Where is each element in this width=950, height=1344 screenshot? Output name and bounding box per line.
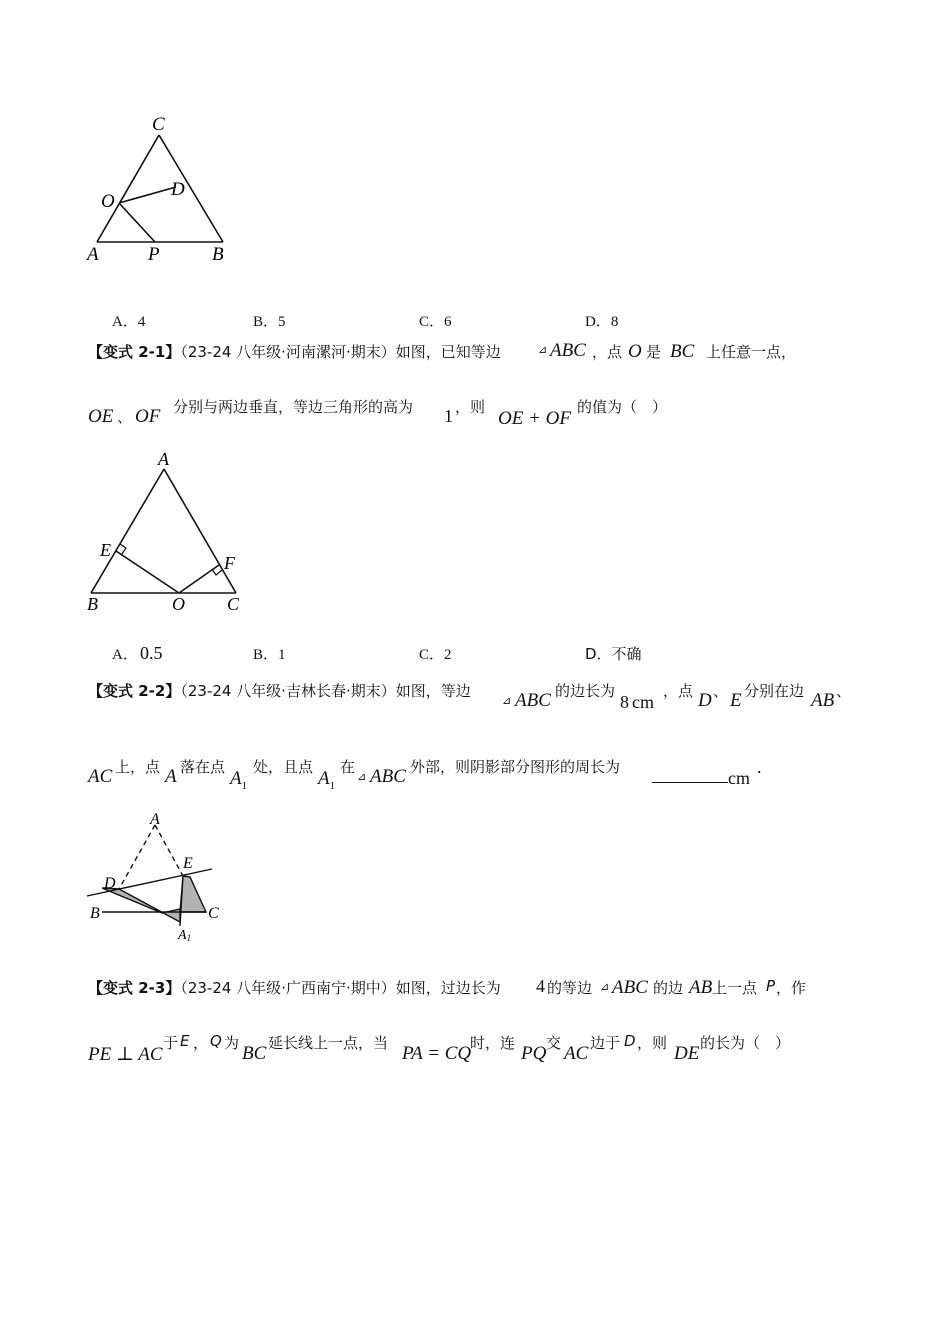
segment-oe (116, 551, 179, 593)
q23-text: 边于 (590, 1034, 621, 1052)
label-c: C (208, 905, 219, 922)
right-angle-f (212, 569, 222, 575)
answer-blank[interactable] (652, 771, 728, 790)
q21-source: （23-24 八年级·河南漯河·期末） (180, 343, 396, 361)
q21-of: OF (135, 406, 161, 427)
label-a: A (87, 244, 99, 265)
q23-text: 如图，过边长为 (395, 979, 501, 997)
label-b: B (87, 594, 98, 614)
label-o: O (101, 191, 115, 212)
q22-a: A (165, 766, 177, 787)
side-ac (164, 469, 236, 593)
dashed-ae (155, 825, 183, 876)
label-d: D (104, 875, 116, 892)
q23-p: P (766, 977, 776, 995)
q22-text: 、 (713, 682, 729, 700)
q23-ac: AC (564, 1043, 589, 1064)
q22-unit: cm (632, 692, 654, 712)
label-o: O (172, 594, 185, 614)
label-a: A (150, 811, 160, 828)
figure-3-folded-triangle (82, 808, 222, 943)
q22-a1-letter: A (318, 768, 330, 789)
q22-line1 (88, 680, 471, 701)
right-angle-e (120, 544, 126, 554)
q22-text: 上，点 (115, 758, 161, 776)
figure-2-triangle (82, 448, 252, 618)
q21-text: 分别与两边垂直，等边三角形的高为 (173, 398, 414, 416)
label-f: F (224, 553, 235, 573)
q21-oe-plus-of: OE + OF (498, 408, 571, 429)
label-p: P (148, 244, 160, 265)
q22-text: ，点 (663, 682, 694, 700)
q23-tag: 【变式 2-3】 (88, 979, 181, 997)
q21-abc: ABC (550, 340, 586, 361)
q22-e: E (730, 690, 742, 711)
label-d: D (171, 179, 185, 200)
q22-tri-symbol: ⊿ (502, 694, 512, 707)
q21-o: O (628, 341, 642, 362)
q21-text: 的值为（ ） (577, 398, 668, 416)
q23-q: Q (210, 1032, 222, 1050)
q21-tri-symbol: ⊿ (538, 343, 548, 356)
label-b: B (90, 905, 100, 922)
q23-d: D (624, 1032, 636, 1050)
q21-oe: OE (88, 406, 114, 427)
q22-abc: ABC (515, 690, 551, 711)
dashed-ad (119, 825, 155, 889)
q22-text: 如图，等边 (395, 682, 471, 700)
q21-one: 1 (444, 406, 453, 426)
q23-text: ，作 (776, 979, 807, 997)
q21-line1 (88, 341, 501, 362)
figure-1-triangle (82, 110, 242, 270)
q22-text: . (757, 757, 762, 777)
q23-text: 延长线上一点，当 (268, 1034, 389, 1052)
q1-option-c[interactable]: C．6 (419, 314, 452, 330)
q23-text: ，则 (637, 1034, 668, 1052)
q21-tag: 【变式 2-1】 (88, 343, 181, 361)
segment-of (179, 565, 219, 593)
q23-text: 为 (224, 1034, 240, 1052)
q1-option-a[interactable]: A．4 (112, 314, 146, 330)
q23-abc: ABC (612, 977, 648, 998)
q22-a1 (230, 768, 247, 792)
shaded-region-left (102, 888, 180, 922)
q23-text: 的长为（ ） (700, 1034, 791, 1052)
side-ab (91, 469, 164, 593)
q21-text: 上任意一点， (706, 343, 797, 361)
label-c: C (227, 594, 240, 614)
q22-source: （23-24 八年级·吉林长春·期末） (180, 682, 396, 700)
q1-option-d[interactable]: D．8 (585, 314, 619, 330)
q22-a1-b (318, 768, 335, 792)
q21-option-a-value: 0.5 (140, 643, 163, 663)
q22-text: 分别在边 (744, 682, 805, 700)
q23-text: 上一点 (712, 979, 758, 997)
q21-text: ，则 (455, 398, 486, 416)
q22-unit-2: cm (728, 768, 750, 788)
q21-text: 如图，已知等边 (395, 343, 501, 361)
label-c: C (152, 114, 165, 135)
q22-text: 、 (836, 682, 852, 700)
label-e: E (183, 855, 193, 872)
q23-source: （23-24 八年级·广西南宁·期中） (180, 979, 396, 997)
q23-text: 时，连 (470, 1034, 516, 1052)
q23-tri-symbol: ⊿ (600, 980, 610, 993)
q23-de: DE (674, 1043, 700, 1064)
q1-option-b[interactable]: B．5 (253, 314, 286, 330)
q22-text: 在 (340, 758, 356, 776)
q23-pq: PQ (521, 1043, 547, 1064)
q21-text: ，点 (592, 343, 623, 361)
q23-pa-eq-cq: PA = CQ (402, 1043, 472, 1064)
q23-text: 的等边 (547, 979, 593, 997)
q21-option-c[interactable]: C．2 (419, 647, 452, 663)
q22-ac: AC (88, 766, 113, 787)
q22-a1-sub: 1 (329, 780, 336, 792)
q22-text: 的边长为 (555, 682, 616, 700)
q23-text: 于 (163, 1034, 179, 1052)
q22-ab: AB (811, 690, 835, 711)
q22-abc-2: ABC (370, 766, 406, 787)
q21-text: 、 (117, 408, 133, 426)
q21-option-d[interactable]: D．不确 (585, 645, 642, 663)
q23-bc: BC (242, 1043, 267, 1064)
q21-text: 是 (646, 343, 662, 361)
q21-bc: BC (670, 341, 695, 362)
label-b: B (212, 244, 224, 265)
q22-tri-symbol-2: ⊿ (357, 770, 367, 783)
q22-len: 8 (620, 692, 629, 712)
q23-ab: AB (689, 977, 713, 998)
label-e: E (100, 540, 111, 560)
q21-option-a[interactable]: A． (112, 647, 138, 663)
q22-d: D (698, 690, 712, 711)
q22-text: 处，且点 (253, 758, 314, 776)
segment-op (119, 203, 155, 242)
q23-text: 交 (546, 1034, 562, 1052)
side-ca (97, 135, 159, 242)
label-a1: A1 (178, 928, 192, 943)
q23-line1 (88, 977, 501, 998)
shaded-region-right (180, 876, 206, 912)
q22-text: 外部，则阴影部分图形的周长为 (410, 758, 621, 776)
q22-text: 落在点 (180, 758, 226, 776)
q23-e: E (180, 1032, 190, 1050)
label-a: A (158, 449, 169, 469)
q23-pe-perp-ac: PE ⊥ AC (88, 1044, 163, 1065)
q22-a1-sub: 1 (241, 780, 248, 792)
q23-text: 的边 (653, 979, 684, 997)
q22-tag: 【变式 2-2】 (88, 682, 181, 700)
q23-four: 4 (536, 976, 545, 996)
q21-option-b[interactable]: B．1 (253, 647, 286, 663)
q22-a1-letter: A (230, 768, 242, 789)
q23-text: ， (193, 1034, 209, 1052)
